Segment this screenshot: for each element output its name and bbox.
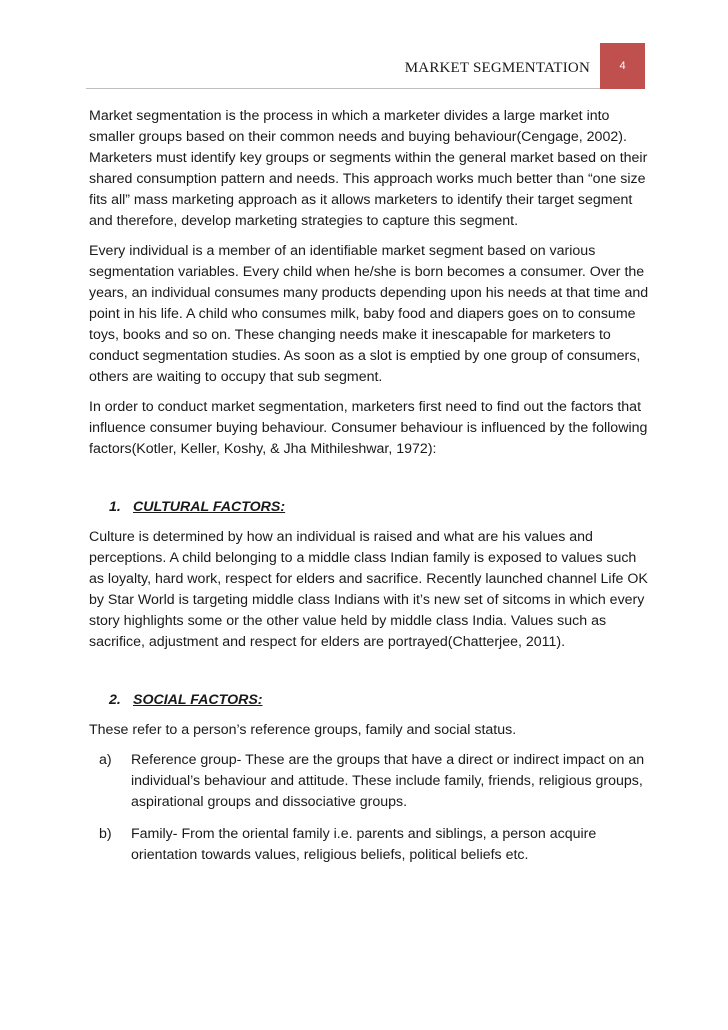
list-item-family — [89, 824, 649, 866]
header-title: MARKET SEGMENTATION — [404, 60, 590, 76]
spacer — [89, 469, 649, 497]
section-heading-social — [89, 690, 649, 711]
section-title: SOCIAL FACTORS: — [133, 692, 263, 708]
paragraph-consumer: Every individual is a member of an identifiable market segment based on various segmentation variables. Every child when he/she is born becomes a consumer. Over the years, an individual consumes many products depending upon his needs at that time and point in his life. A child who consumes milk, baby food and diapers goes on to consume toys, books and so on. These changing needs make it inescapable for marketers to conduct segmentation studies. As soon as a slot is emptied by one group of consumers, others are waiting to occupy that sub segment. — [89, 243, 649, 385]
page-header — [0, 43, 728, 89]
paragraph-factors: In order to conduct market segmentation, marketers first need to find out the factors that influence consumer buying behaviour. Consumer behaviour is influenced by the following factors(Kotler, Keller, Koshy, & Jha Mithileshwar, 1972): — [89, 399, 648, 457]
section-number: 2. — [109, 692, 121, 708]
list-item-text: Family- From the oriental family i.e. parents and siblings, a person acquire orientation towards values, religious beliefs, political beliefs etc. — [131, 826, 597, 863]
section-number: 1. — [109, 499, 121, 515]
paragraph-social: These refer to a person’s reference groups, family and social status. — [89, 722, 517, 738]
spacer — [89, 662, 649, 690]
paragraph-intro: Market segmentation is the process in which a marketer divides a large market into smaller groups based on their common needs and buying behaviour(Cengage, 2002). Marketers must identify key groups or segments within the general market based on their shared consumption pattern and needs. This approach works much better than “one size fits all” mass marketing approach as it allows marketers to identify their target segment and therefore, develop marketing strategies to capture this segment. — [89, 108, 648, 229]
document-body — [89, 106, 649, 877]
list-item-reference-group — [89, 750, 649, 813]
section-heading-cultural — [89, 497, 649, 518]
paragraph-cultural: Culture is determined by how an individual is raised and what are his values and perceptions. A child belonging to a middle class Indian family is exposed to values such as loyalty, hard work, respect for elders and sacrifice. Recently launched channel Life OK by Star World is targeting middle class Indians with it’s new set of sitcoms in which every story highlights some or the other value held by middle class India. Values such as sacrifice, adjustment and respect for elders are portrayed(Chatterjee, 2011). — [89, 529, 648, 650]
list-item-text: Reference group- These are the groups that have a direct or indirect impact on an individual’s behaviour and attitude. These include family, friends, religious groups, aspirational groups and dissociative groups. — [131, 752, 645, 810]
page-number-badge: 4 — [600, 43, 645, 89]
header-divider — [86, 88, 600, 89]
section-title: CULTURAL FACTORS: — [133, 499, 286, 515]
list-marker: b) — [99, 826, 112, 842]
list-marker: a) — [99, 752, 112, 768]
